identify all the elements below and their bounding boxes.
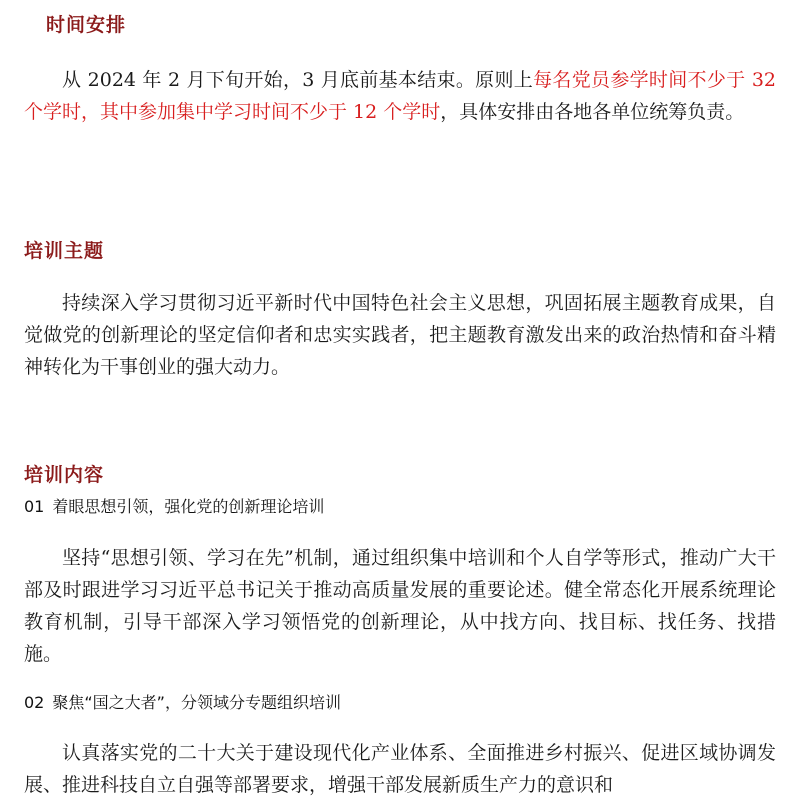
content-item-01-text: 坚持“思想引领、学习在先”机制，通过组织集中培训和个人自学等形式，推动广大干部及时跟进学习习近平总书记关于推动高质量发展的重要论述。健全常态化开展系统理论教育机制，引导干部深入学习领悟党的创新理论，从中找方向、找目标、找任务、找措施。 [24, 547, 776, 665]
section-schedule-title: 时间安排 [46, 14, 127, 36]
schedule-text-tail: ，具体安排由各地各单位统筹负责。 [440, 101, 745, 123]
content-item-01-heading [24, 494, 324, 517]
section-content-title: 培训内容 [24, 464, 105, 486]
content-item-number: 02 [24, 693, 45, 712]
schedule-text-highlight: 每名党员参学时间不少于 32 个学时，其中参加集中学习时间不少于 12 个学时 [24, 69, 776, 123]
schedule-text-plain: 从 2024 年 2 月下旬开始，3 月底前基本结束。原则上 [62, 69, 534, 91]
content-item-heading-text: 聚焦“国之大者”，分领域分专题组织培训 [52, 693, 341, 712]
section-theme-title: 培训主题 [24, 240, 105, 262]
content-item-02-heading [24, 690, 341, 713]
section-theme-text: 持续深入学习贯彻习近平新时代中国特色社会主义思想，巩固拓展主题教育成果，自觉做党的创新理论的坚定信仰者和忠实实践者，把主题教育激发出来的政治热情和奋斗精神转化为干事创业的强大动力。 [24, 292, 776, 378]
content-item-number: 01 [24, 497, 45, 516]
content-item-heading-text: 着眼思想引领，强化党的创新理论培训 [52, 497, 325, 516]
content-item-02-text: 认真落实党的二十大关于建设现代化产业体系、全面推进乡村振兴、促进区域协调发展、推进科技自立自强等部署要求，增强干部发展新质生产力的意识和 [24, 742, 776, 796]
section-schedule-text [24, 64, 776, 128]
